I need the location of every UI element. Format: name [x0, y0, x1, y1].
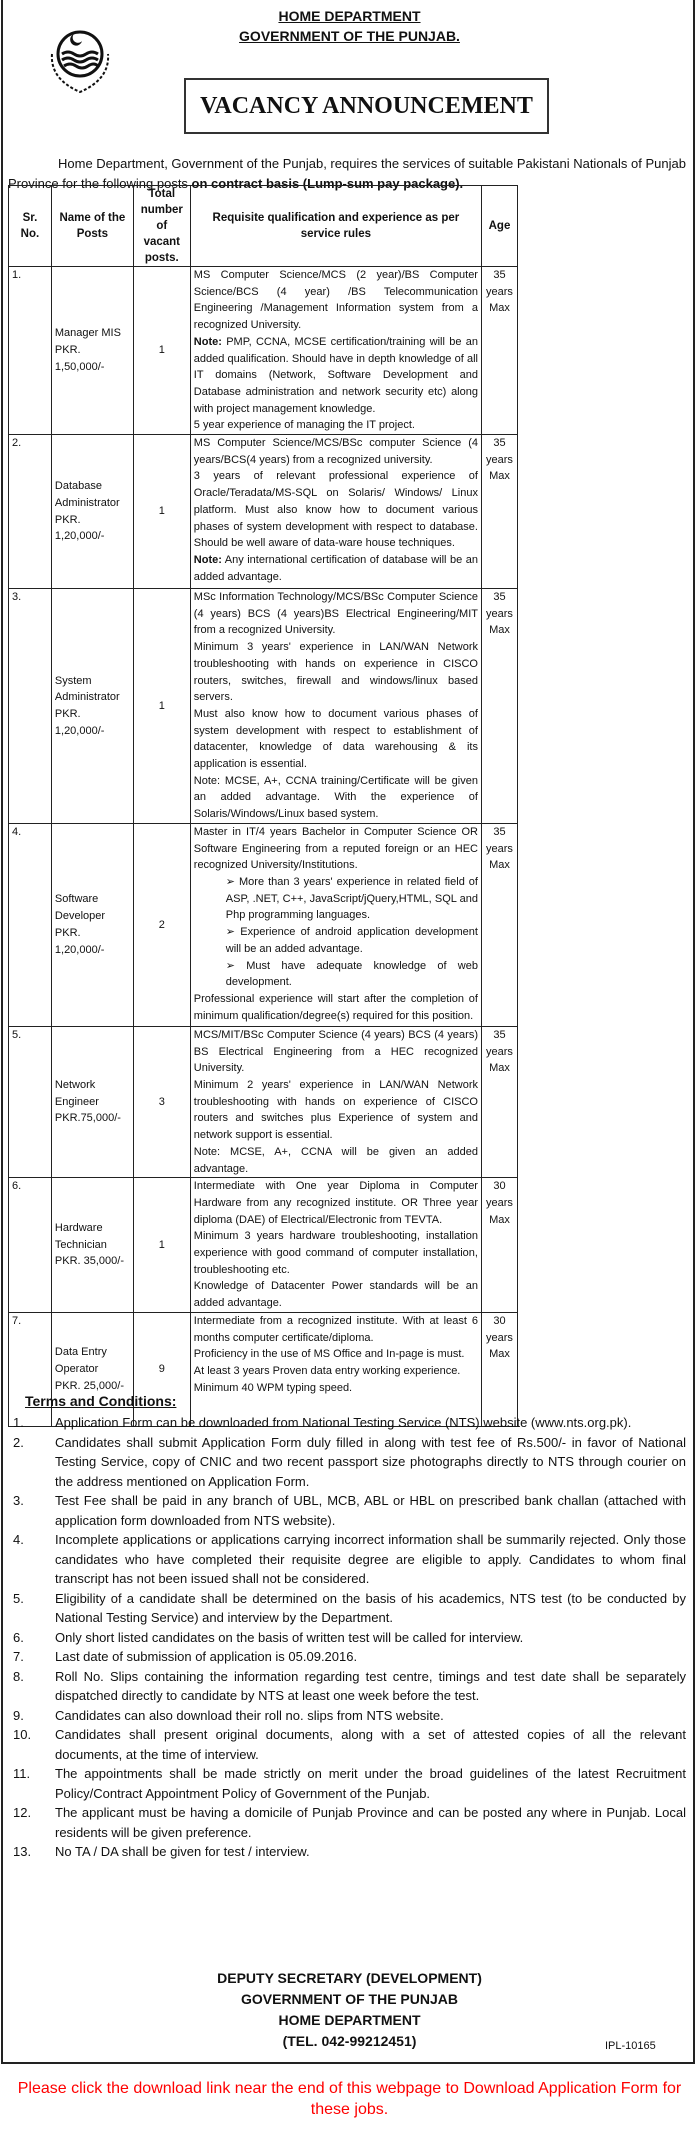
qualification-note: [194, 334, 478, 418]
qualification-line: MCS/MIT/BSc Computer Science (4 years) BCS (4 years) BS Electrical Engineering from a HEC recognized University.: [193, 1028, 478, 1075]
term-text: Test Fee shall be paid in any branch of UBL, MCB, ABL or HBL on prescribed bank challan (attached with application form downloaded from NTS website).: [55, 1493, 686, 1528]
signature-block: [0, 1968, 699, 2052]
vacancy-count: 9: [133, 1312, 190, 1426]
vacancy-count: 1: [133, 589, 190, 824]
terms-heading: Terms and Conditions:: [25, 1393, 177, 1409]
term-number: 8.: [13, 1668, 24, 1684]
qualification-cell: [190, 435, 481, 589]
age-limit: 35 years Max: [481, 435, 517, 589]
post-pay: PKR.75,000/-: [54, 1112, 121, 1125]
term-text: The appointments shall be made strictly on merit under the broad guidelines of the latest Recruitment Policy/Contract Appointment Policy of Government of the Punjab.: [55, 1766, 686, 1801]
vacancy-count: 1: [133, 1178, 190, 1313]
age-limit: 35 years Max: [481, 589, 517, 824]
post-name: Hardware Technician: [54, 1221, 107, 1251]
term-item: [8, 1842, 686, 1862]
serial-number: 3.: [9, 589, 52, 824]
post-name: Database Administrator: [54, 480, 120, 509]
age-limit: 30 years Max: [481, 1178, 517, 1313]
term-item: [8, 1589, 686, 1628]
qualification-line: Intermediate with One year Diploma in Computer Hardware from any recognized institute. OR Three year diploma (DAE) of Electrical/Electronic from TEVTA.: [193, 1180, 478, 1226]
post-name-cell: [51, 589, 133, 824]
post-name: System Administrator: [54, 674, 120, 704]
vacancy-count: 1: [133, 435, 190, 589]
note-label: Note:: [193, 553, 222, 566]
post-pay: PKR. 25,000/-: [54, 1379, 124, 1392]
signature-line: DEPUTY SECRETARY (DEVELOPMENT): [217, 1970, 482, 1986]
post-name-cell: [51, 1026, 133, 1177]
qualification-line: Minimum 40 WPM typing speed.: [193, 1381, 353, 1394]
term-number: 11.: [13, 1766, 31, 1781]
qualification-line: Intermediate from a recognized institute. With at least 6 months computer certificate/diploma.: [193, 1314, 478, 1344]
table-row: [9, 1178, 518, 1313]
qualification-line: Note: MCSE, A+, CCNA training/Certificate will be given an added advantage. With the experience of Solaris/Windows/Linux based system.: [193, 774, 478, 821]
term-text: No TA / DA shall be given for test / interview.: [55, 1844, 310, 1859]
column-header: Sr. No.: [9, 186, 52, 267]
qualification-line: Proficiency in the use of MS Office and In-page is must.: [193, 1348, 465, 1361]
term-item: [8, 1530, 686, 1589]
term-text: Eligibility of a candidate shall be determined on the basis of his academics, NTS test (to be conducted by National Testing Service) and interview by the Department.: [55, 1590, 686, 1625]
term-number: 9.: [13, 1707, 24, 1723]
qualification-line: At least 3 years Proven data entry working experience.: [193, 1364, 461, 1377]
column-header: Name of the Posts: [51, 186, 133, 267]
post-pay: PKR. 1,20,000/-: [54, 926, 105, 956]
qualification-line: Knowledge of Datacenter Power standards will be an added advantage.: [193, 1280, 478, 1310]
serial-number: 1.: [9, 267, 52, 435]
bullet-list: [194, 874, 478, 991]
qualification-line: Professional experience will start after the completion of minimum qualification/degree(s) required for this position.: [193, 992, 478, 1022]
gov-heading: GOVERNMENT OF THE PUNJAB.: [239, 28, 460, 44]
term-text: The applicant must be having a domicile of Punjab Province and can be posted any where in Punjab. Local residents will be given preference.: [55, 1805, 686, 1840]
serial-number: 5.: [9, 1026, 52, 1177]
terms-list: [8, 1413, 686, 1862]
post-name-cell: [51, 267, 133, 435]
reference-code: IPL-10165: [605, 2040, 656, 2052]
post-pay: PKR. 1,20,000/-: [54, 513, 105, 543]
qualification-cell: [190, 823, 481, 1026]
table-row: [9, 589, 518, 824]
term-text: Candidates can also download their roll no. slips from NTS website.: [55, 1707, 444, 1723]
term-text: Incomplete applications or applications carrying incorrect information shall be summarily rejected. Only those candidates who have completed their requisite degree are eligible to apply. Candidates to whom final transcript has not been issued shall not be considered.: [55, 1532, 686, 1586]
term-number: 6.: [13, 1629, 24, 1645]
qualification-note: [194, 552, 478, 585]
punjab-emblem-logo: [44, 24, 116, 96]
bullet-item: ➢ Experience of android application development will be an added advantage.: [226, 924, 478, 957]
term-item: [8, 1725, 686, 1764]
term-text: Last date of submission of application is 05.09.2016.: [55, 1649, 358, 1664]
qualification-line: Minimum 3 years hardware troubleshooting, installation experience with good command of computer installation, troubleshooting etc.: [193, 1230, 478, 1276]
qualification-line: MS Computer Science/MCS (2 year)/BS Computer Science/BCS (4 year) /BS Telecommunication Engineering /Management Information system from a recognized University.: [193, 269, 478, 332]
table-row: [9, 1026, 518, 1177]
term-number: 13.: [13, 1844, 32, 1859]
post-name: Manager MIS: [54, 327, 121, 340]
term-text: Only short listed candidates on the basis of written test will be called for interview.: [55, 1629, 524, 1645]
column-header: Requisite qualification and experience as per service rules: [190, 186, 481, 267]
term-item: [8, 1667, 686, 1706]
term-text: Roll No. Slips containing the information regarding test centre, timings and test date shall be separately dispatched directly to candidate by NTS at least one week before the test.: [55, 1668, 686, 1703]
serial-number: 4.: [9, 823, 52, 1026]
post-name: Software Developer: [54, 893, 106, 923]
qualification-cell: [190, 1312, 481, 1426]
term-number: 10.: [13, 1727, 32, 1742]
signature-line: (TEL. 042-99212451): [282, 2033, 417, 2049]
dept-heading: HOME DEPARTMENT: [278, 8, 421, 24]
post-name: Network Engineer: [54, 1078, 99, 1108]
qualification-cell: [190, 1178, 481, 1313]
signature-line: GOVERNMENT OF THE PUNJAB: [240, 1991, 458, 2007]
signature-line: HOME DEPARTMENT: [278, 2012, 421, 2028]
qualification-line: 3 years of relevant professional experience of Oracle/Teradata/MS-SQL on Solaris/ Windows/ Linux platform. Must also know how to document various phases of system development with respect to database. Should be well aware of data-ware house techniques.: [193, 470, 478, 550]
qualification-line: MS Computer Science/MCS/BSc computer Science (4 years/BCS(4 years) from a recognized university.: [193, 437, 478, 466]
table-row: [9, 267, 518, 435]
vacancy-table: [8, 185, 518, 1427]
intro-bold: on contract basis (Lump-sum pay package).: [191, 176, 464, 191]
term-text: Candidates shall submit Application Form duly filled in along with test fee of Rs.500/- in favor of National Testing Service, copy of CNIC and two recent passport size photographs directly to NTS through courier on the address mentioned on Application Form.: [55, 1434, 686, 1489]
post-name-cell: [51, 1178, 133, 1313]
age-limit: 35 years Max: [481, 1026, 517, 1177]
term-item: [8, 1491, 686, 1530]
term-item: [8, 1803, 686, 1842]
post-pay: PKR. 1,50,000/-: [54, 344, 105, 373]
intro-text: Home Department, Government of the Punjab, requires the services of suitable Pakistani Nationals of Punjab Province for the following posts: [8, 156, 686, 191]
qualification-line: Minimum 3 years' experience in LAN/WAN Network troubleshooting with hands on experience in CISCO routers, switches, firewall and windows/linux based servers.: [193, 641, 478, 704]
vacancy-count: 3: [133, 1026, 190, 1177]
qualification-line: Note: MCSE, A+, CCNA will be given an added advantage.: [193, 1145, 478, 1175]
table-row: [9, 1312, 518, 1426]
table-row: [9, 823, 518, 1026]
qualification-line: Master in IT/4 years Bachelor in Computer Science OR Software Engineering from a reputed foreign or an HEC recognized University/Institutions.: [193, 825, 478, 872]
qualification-cell: [190, 267, 481, 435]
term-item: [8, 1764, 686, 1803]
serial-number: 7.: [9, 1312, 52, 1426]
term-number: 12.: [13, 1805, 32, 1820]
term-item: [8, 1647, 686, 1667]
table-row: [9, 435, 518, 589]
post-pay: PKR. 1,20,000/-: [54, 707, 105, 737]
note-label: Note:: [193, 335, 222, 348]
term-number: 5.: [13, 1590, 24, 1606]
term-text: Candidates shall present original documents, along with a set of attested copies of all the relevant documents, at the time of interview.: [55, 1727, 686, 1762]
qualification-line: Must also know how to document various phases of system development with respect to establishment of datacenter, knowledge of data warehousing & its application is essential.: [193, 707, 478, 771]
serial-number: 6.: [9, 1178, 52, 1313]
term-item: [8, 1433, 686, 1492]
serial-number: 2.: [9, 435, 52, 589]
qualification-line: Minimum 2 years' experience in LAN/WAN Network troubleshooting with hands on experience of CISCO routers and switches plus Experience of system and network support is essential.: [193, 1078, 478, 1142]
term-item: [8, 1628, 686, 1648]
vacancy-count: 2: [133, 823, 190, 1026]
qualification-cell: [190, 589, 481, 824]
post-pay: PKR. 35,000/-: [54, 1255, 124, 1268]
post-name: Data Entry Operator: [54, 1346, 107, 1375]
term-number: 3.: [13, 1493, 24, 1508]
download-note: Please click the download link near the end of this webpage to Download Application Form for these jobs.: [17, 2080, 682, 2118]
qualification-cell: [190, 1026, 481, 1177]
post-name-cell: [51, 435, 133, 589]
age-limit: 35 years Max: [481, 267, 517, 435]
post-name-cell: [51, 1312, 133, 1426]
term-item: [8, 1413, 686, 1433]
term-number: 1.: [13, 1415, 24, 1430]
note-text: PMP, CCNA, MCSE certification/training will be an added qualification. Should have in depth knowledge of all IT domains (Network, Software Development and Database administration and network security etc) along with project management knowledge.: [193, 335, 478, 415]
age-limit: 30 years Max: [481, 1312, 517, 1426]
bullet-item: ➢ Must have adequate knowledge of web development.: [226, 958, 478, 991]
vacancy-count: 1: [133, 267, 190, 435]
term-text: Application Form can be downloaded from National Testing Service (NTS) website (www.nts.org.pk).: [55, 1415, 632, 1430]
qualification-line: 5 year experience of managing the IT project.: [193, 419, 415, 432]
column-header: Total number of vacant posts.: [133, 186, 190, 267]
qualification-line: MSc Information Technology/MCS/BSc Computer Science (4 years) BCS (4 years)BS Electrical Engineering/MIT from a recognized University.: [193, 591, 478, 637]
column-header: Age: [481, 186, 517, 267]
post-name-cell: [51, 823, 133, 1026]
note-text: Any international certification of database will be an added advantage.: [193, 553, 478, 583]
vacancy-title-box: VACANCY ANNOUNCEMENT: [184, 78, 549, 134]
bullet-item: ➢ More than 3 years' experience in related field of ASP, .NET, C++, JavaScript/jQuery,HTML, SQL and Php programming languages.: [226, 874, 478, 924]
term-number: 2.: [13, 1434, 24, 1450]
age-limit: 35 years Max: [481, 823, 517, 1026]
term-number: 7.: [13, 1649, 24, 1664]
term-number: 4.: [13, 1532, 24, 1547]
term-item: [8, 1706, 686, 1726]
table-header-row: [9, 186, 518, 267]
